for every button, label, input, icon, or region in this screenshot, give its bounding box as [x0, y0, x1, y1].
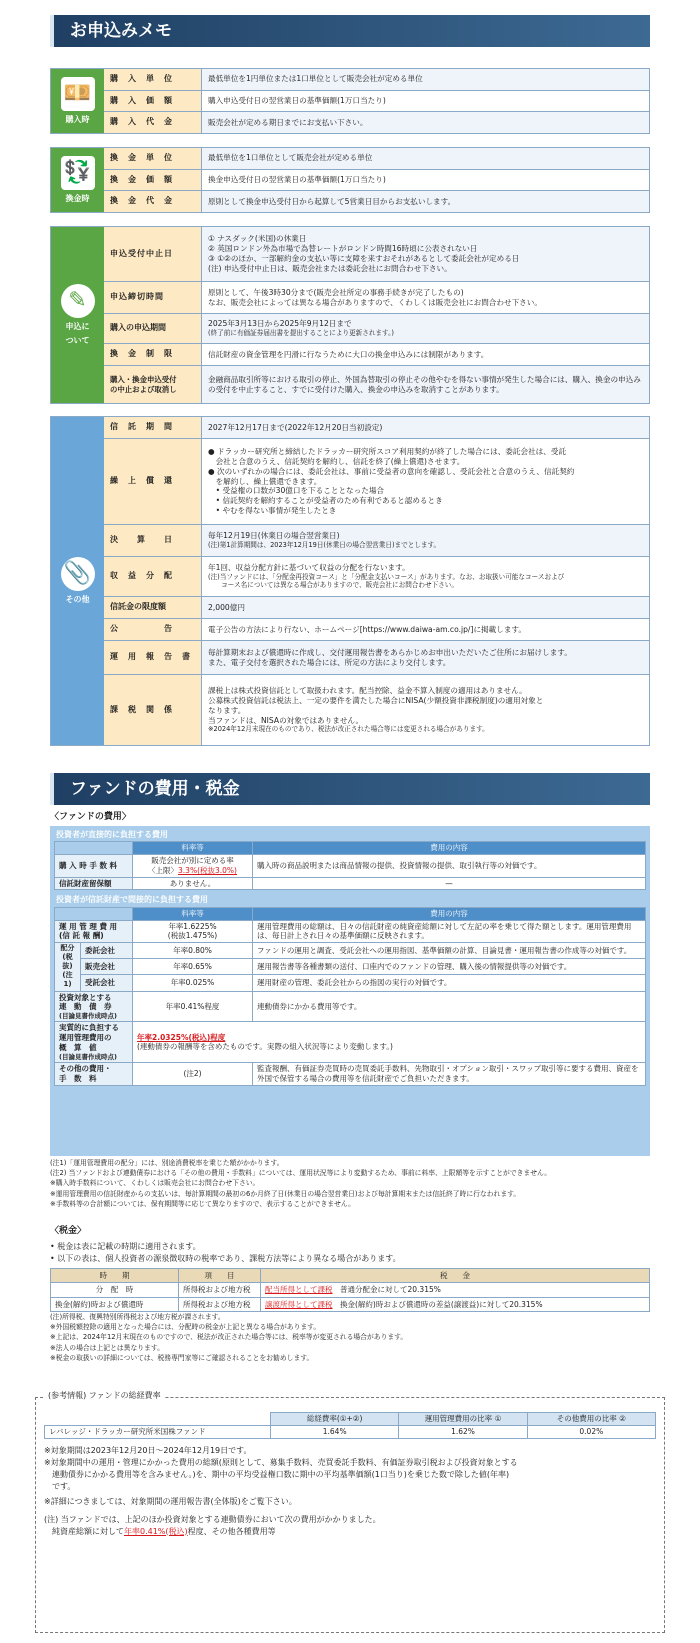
indirect-title: 投資者が信託財産で間接的に負担する費用 [56, 895, 208, 905]
exchange-block [50, 147, 650, 213]
ref-note-7a: 純資産総額に対して [44, 1526, 124, 1536]
close-note: (注)第1計算期間は、2023年12月19日(休業日の場合翌営業日)までとします。 [208, 541, 441, 550]
linked-rate: 年率0.41%程度 [133, 991, 253, 1022]
exch-unit-label: 換 金 単 位 [104, 148, 202, 169]
other-block [50, 416, 650, 746]
stop-line: ② 英国ロンドン外為市場で為替レートがロンドン時間16時頃に公表されない日 [208, 244, 478, 254]
tax-subtitle: 〈税金〉 [50, 1226, 87, 1236]
reserve-label: 信託財産留保額 [55, 877, 133, 890]
application-block [50, 226, 650, 404]
period: 2025年3月13日から2025年9月12日まで [208, 319, 352, 329]
period-note: (終了前に有価証券届出書を提出することにより更新されます。) [208, 329, 394, 338]
fees-subtitle: 〈ファンドの費用〉 [50, 812, 131, 822]
tax-period: 換金(解約)時および償還時 [51, 1297, 179, 1311]
tax-rate: 普通分配金に対して20.315% [340, 1285, 441, 1295]
tax-note: ※外国税額控除の適用となった場合には、分配時の税金が上記と異なる場合があります。 [50, 1323, 321, 1332]
cap: 2,000億円 [202, 597, 649, 618]
fee-note: ※運用管理費用の信託財産からの支払いは、毎計算期間の最初の6か月終了日(休業日の場合翌営業日)および毎計算期末または信託終了時に行なわれます。 [50, 1189, 521, 1198]
alloc-name: 受託会社 [81, 975, 133, 991]
ref-note: ※対象期間中の運用・管理にかかった費用の総額(原則として、募集手数料、売買委託手数料、有価証券取引税および投資対象とする [44, 1457, 518, 1467]
memo-header: お申込みメモ [50, 15, 650, 47]
alloc-rate: 年率0.025% [133, 975, 253, 991]
tax-label: 課 税 関 係 [104, 675, 202, 745]
ref-h-mgmt: 運用管理費用の比率 ① [399, 1413, 527, 1426]
fees-box [50, 826, 650, 1156]
ref-total: 1.64% [271, 1425, 399, 1438]
buy-fee-rate-1: 販売会社が別に定める率 [151, 856, 234, 866]
stop-line: (注) 申込受付中止日は、販売会社または委託会社にお問合わせ下さい。 [208, 263, 452, 273]
buy-payment: 販売会社が定める期日までにお支払い下さい。 [202, 112, 649, 133]
buy-payment-label: 購 入 代 金 [104, 112, 202, 133]
other-fee-label-2: 手 数 料 [59, 1073, 97, 1083]
blank-header [45, 1413, 271, 1426]
close: 毎年12月19日(休業日の場合翌営業日) [208, 531, 340, 541]
cancel-label-1: 購入・換金申込受付 [110, 374, 177, 384]
fee-notes [50, 1158, 650, 1209]
rate-header: 料率等 [133, 842, 253, 855]
early-line: • 信託契約を解約することが受益者のため有利であると認めるとき [208, 496, 443, 506]
buy-fee-desc: 購入時の商品説明または商品情報の提供、投資情報の提供、取引執行等の対価です。 [253, 855, 646, 878]
report-line: 毎計算期末および償還時に作成し、交付運用報告書をあらかじめお申出いただいたご住所にお届けします。 [208, 647, 572, 657]
tax-item: 所得税および地方税 [179, 1283, 261, 1297]
paperclip-icon: 📎 [61, 557, 95, 591]
ref-note: ※対象期間は2023年12月20日～2024年12月19日です。 [44, 1445, 252, 1455]
early-line: 会社と合意のうえ、信託契約を解約し、信託を終了(繰上償還)させます。 [208, 456, 465, 466]
fee-note: ※購入時手数料について、くわしくは販売会社にお問合わせ下さい。 [50, 1179, 260, 1188]
ref-note-7c: 程度、その他各種費用等 [187, 1526, 276, 1536]
alloc-name: 販売会社 [81, 959, 133, 975]
cancel-label-2: の中止および取消し [110, 384, 177, 394]
alloc-desc: ファンドの運用と調査、受託会社への運用指図、基準価額の計算、目論見書・運用報告書の作成等の対価です。 [253, 943, 646, 959]
mgmt-label-1: 運 用 管 理 費 用 [59, 921, 118, 931]
tax-h-tax: 税 金 [261, 1269, 650, 1283]
dist-label: 収 益 分 配 [104, 557, 202, 596]
fee-note: (注1)「運用管理費用の配分」には、別途消費税率を乗じた額がかかります。 [50, 1159, 284, 1167]
tax-note: ※税金の取扱いの詳細については、税務専門家等にご確認されることをお勧めします。 [50, 1353, 314, 1362]
report-line: また、電子交付を選択された場合には、所定の方法により交付します。 [208, 657, 451, 667]
alloc-label: 配分(税抜)(注1) [55, 943, 81, 991]
content-header: 費用の内容 [253, 842, 646, 855]
tax-bullet: • 税金は表に記載の時期に適用されます。 [50, 1242, 201, 1251]
app-side-label-2: ついて [65, 336, 90, 345]
real-label-4: (目論見書作成時点) [59, 1052, 117, 1061]
other-fee-desc: 監査報酬、有価証券売買時の売買委託手数料、先物取引・オプション取引・スワップ取引等に要する費用、資産を外国で保管する場合の費用等を信託財産でご負担いただきます。 [253, 1063, 646, 1086]
other-side-label: その他 [65, 594, 90, 604]
tax-note: ※2024年12月末現在のものであり、税法が改正された場合等には変更される場合があります。 [208, 725, 489, 734]
stop-line: ① ナスダック(米国)の休業日 [208, 234, 307, 244]
buy-side [51, 69, 104, 133]
direct-table [54, 841, 646, 890]
tax-note: ※法人の場合は上記とは異なります。 [50, 1343, 164, 1352]
cutoff-line: なお、販売会社によっては異なる場合がありますので、くわしくは販売会社にお問合わせ下さい。 [208, 297, 542, 307]
real-rate: 年率2.0325%(税込)程度 [137, 1032, 226, 1042]
alloc-desc: 運用財産の管理、委託会社からの指図の実行の対価です。 [253, 975, 646, 991]
exch-payment: 原則として換金申込受付日から起算して5営業日目からお支払いします。 [202, 191, 649, 212]
tax-type: 譲渡所得として課税 [265, 1299, 333, 1309]
early-line: • 受益権の口数が30億口を下ることとなった場合 [208, 486, 385, 496]
notice-label: 公 告 [104, 619, 202, 640]
ref-note-7b: 年率0.41%(税込) [124, 1526, 188, 1536]
early-line: ● 次のいずれかの場合には、委託会社は、事前に受益者の意向を確認し、受託会社と合意のうえ、信託契約 [208, 466, 575, 476]
stop-label: 申込受付中止日 [104, 227, 202, 281]
reference-box [35, 1391, 665, 1633]
dist-note: コース名については異なる場合がありますので、販売会社にお問合わせ下さい。 [208, 581, 458, 590]
buy-fee-rate-2: 〈上限〉 [148, 865, 179, 875]
tax-note: (注)所得税、復興特別所得税および地方税が課されます。 [50, 1313, 225, 1321]
cutoff-label: 申込締切時間 [104, 282, 202, 313]
tax-bullets [50, 1241, 650, 1265]
cap-label: 信託金の限度額 [104, 597, 202, 618]
buy-price: 購入申込受付日の翌営業日の基準価額(1万口当たり) [202, 91, 649, 112]
ref-note: です。 [44, 1481, 76, 1491]
tax-h-item: 項 目 [179, 1269, 261, 1283]
expense-table [44, 1412, 656, 1439]
ref-note: ※詳細につきましては、対象期間の運用報告書(全体版)をご覧下さい。 [44, 1496, 297, 1506]
buy-price-label: 購 入 価 額 [104, 91, 202, 112]
exch-price: 換金申込受付日の翌営業日の基準価額(1万口当たり) [202, 170, 649, 191]
tax-h-period: 時 期 [51, 1269, 179, 1283]
real-label-3: 概 算 値 [59, 1042, 97, 1052]
buy-unit: 最低単位を1円単位または1口単位として販売会社が定める単位 [202, 69, 649, 90]
other-fee-rate: (注2) [133, 1063, 253, 1086]
exchange-icon: 💱 [61, 156, 95, 190]
dist: 年1回、収益分配方針に基づいて収益の分配を行ないます。 [208, 563, 410, 572]
exch-unit: 最低単位を1口単位として販売会社が定める単位 [202, 148, 649, 169]
exchange-side-label: 換金時 [65, 193, 90, 203]
fee-note: (注2) 当ファンドおよび連動債券における「その他の費用・手数料」については、運用状況等により変動するため、事前に料率、上限額等を示すことができません。 [50, 1169, 552, 1178]
app-side-label-1: 申込に [65, 321, 90, 331]
real-label-1: 実質的に負担する [59, 1023, 119, 1033]
fund-name: レバレッジ・ドラッカー研究所米国株ファンド [45, 1425, 271, 1438]
buy-side-label: 購入時 [65, 114, 90, 124]
buy-unit-label: 購 入 単 位 [104, 69, 202, 90]
application-side [51, 227, 104, 403]
reserve-desc: — [253, 877, 646, 890]
tax-line: 当ファンドは、NISAの対象ではありません。 [208, 715, 364, 725]
buy-fee-label: 購 入 時 手 数 料 [55, 855, 133, 878]
blank-header [55, 907, 133, 920]
ref-mgmt: 1.62% [399, 1425, 527, 1438]
limit: 信託財産の資金管理を円滑に行なうために大口の換金申込みには制限があります。 [202, 344, 649, 365]
linked-label-1: 投資対象とする [59, 992, 112, 1002]
alloc-desc: 運用報告書等各種書類の送付、口座内でのファンドの管理、購入後の情報提供等の対価です。 [253, 959, 646, 975]
other-fee-label-1: その他の費用・ [59, 1064, 112, 1074]
mgmt-desc: 運用管理費用の総額は、日々の信託財産の純資産総額に対して左記の率を乗じて得た額とします。運用管理費用は、毎日計上され日々の基準価額に反映されます。 [253, 920, 646, 943]
linked-label-3: (目論見書作成時点) [59, 1012, 117, 1020]
buyer-icon: 💴 [61, 77, 95, 111]
cutoff-line: 原則として、午後3時30分まで(販売会社所定の事務手続きが完了したもの) [208, 287, 464, 297]
limit-label: 換 金 制 限 [104, 344, 202, 365]
cancel: 金融商品取引所等における取引の停止、外国為替取引の停止その他やむを得ない事情が発生した場合には、購入、換金の申込みの受付を中止すること、すでに受付けた購入、換金の申込みを取消すことがあります。 [202, 366, 649, 403]
tax-table [50, 1268, 650, 1312]
report-label: 運 用 報 告 書 [104, 641, 202, 674]
ref-other: 0.02% [527, 1425, 655, 1438]
linked-desc: 連動債券にかかる費用等です。 [253, 991, 646, 1022]
direct-title: 投資者が直接的に負担する費用 [56, 830, 168, 839]
tax-line: 課税上は株式投資信託として取扱われます。配当控除、益金不算入制度の適用はありません。 [208, 686, 527, 695]
alloc-rate: 年率0.65% [133, 959, 253, 975]
buy-fee-rate-3: 3.3%(税抜3.0%) [178, 865, 237, 875]
early-line: ● ドラッカー研究所と締結したドラッカー研究所スコア利用契約が終了した場合には、委託会社は、受託 [208, 446, 567, 456]
early-line: を解約し、繰上償還できます。 [208, 476, 322, 486]
tax-bullet: • 以下の表は、個人投資者の源泉徴収時の税率であり、課税方法等により異なる場合があります。 [50, 1254, 401, 1263]
dist-note: (注)当ファンドには、「分配金再投資コース」と「分配金支払いコース」があります。なお、お取扱い可能なコースおよび [208, 572, 565, 581]
mgmt-rate-2: (税抜1.475%) [167, 931, 218, 941]
pen-icon: ✎ [61, 284, 95, 318]
linked-label-2: 連 動 債 券 [59, 1002, 112, 1012]
exch-payment-label: 換 金 代 金 [104, 191, 202, 212]
exchange-side [51, 148, 104, 212]
close-label: 決 算 日 [104, 525, 202, 556]
tax-item: 所得税および地方税 [179, 1297, 261, 1311]
mgmt-label-2: (信 託 報 酬) [59, 931, 104, 941]
early-line: • やむを得ない事情が発生したとき [208, 506, 337, 516]
fee-note: ※手数料等の合計額については、保有期間等に応じて異なりますので、表示することができません。 [50, 1199, 355, 1208]
indirect-table [54, 907, 646, 1086]
real-label-2: 運用管理費用の [59, 1033, 112, 1043]
ref-h-total: 総経費率(①+②) [271, 1413, 399, 1426]
ref-h-other: その他費用の比率 ② [527, 1413, 655, 1426]
reference-title: (参考情報) ファンドの総経費率 [44, 1391, 165, 1401]
other-side [51, 417, 104, 745]
tax-notes [50, 1312, 650, 1363]
term: 2027年12月17日まで(2022年12月20日当初設定) [202, 417, 649, 438]
rate-header: 料率等 [133, 907, 253, 920]
tax-rate: 換金(解約)時および償還時の差益(譲渡益)に対して20.315% [340, 1299, 543, 1309]
exch-price-label: 換 金 価 額 [104, 170, 202, 191]
content-header: 費用の内容 [253, 907, 646, 920]
tax-line: 公募株式投資信託は税法上、一定の要件を満たした場合にNISA(少額投資非課税制度)の適用対象と [208, 695, 544, 705]
early-label: 繰 上 償 還 [104, 439, 202, 524]
mgmt-rate-1: 年率1.6225% [168, 921, 217, 931]
real-desc: (連動債券の報酬等を含めたものです。実際の組入状況等により変動します。) [137, 1042, 393, 1052]
blank-header [55, 842, 133, 855]
notice: 電子公告の方法により行ない、ホームページ[https://www.daiwa-am.co.jp/]に掲載します。 [202, 619, 649, 640]
tax-table-wrap [50, 1268, 650, 1312]
fees-header: ファンドの費用・税金 [50, 773, 650, 805]
ref-note: (注) 当ファンドでは、上記のほか投資対象とする連動債券において次の費用がかかりました。 [44, 1514, 381, 1524]
tax-period: 分 配 時 [51, 1283, 179, 1297]
tax-line: なります。 [208, 705, 246, 715]
tax-type: 配当所得として課税 [265, 1285, 333, 1295]
term-label: 信 託 期 間 [104, 417, 202, 438]
alloc-rate: 年率0.80% [133, 943, 253, 959]
stop-line: ③ ①②のほか、一部解約金の支払い等に支障を来すおそれがあるとして委託会社が定める日 [208, 254, 520, 263]
tax-note: ※上記は、2024年12月末現在のものですので、税法が改正された場合等には、税率等が変更される場合があります。 [50, 1333, 408, 1342]
buy-block [50, 68, 650, 134]
alloc-name: 委託会社 [81, 943, 133, 959]
reserve-rate: ありません。 [133, 877, 253, 890]
ref-note: 連動債券にかかる費用等を含みません。)を、期中の平均受益権口数に期中の平均基準価額(1口当り)を乗じた数で除した値(年率) [44, 1469, 510, 1479]
period-label: 購入の申込期間 [104, 314, 202, 343]
